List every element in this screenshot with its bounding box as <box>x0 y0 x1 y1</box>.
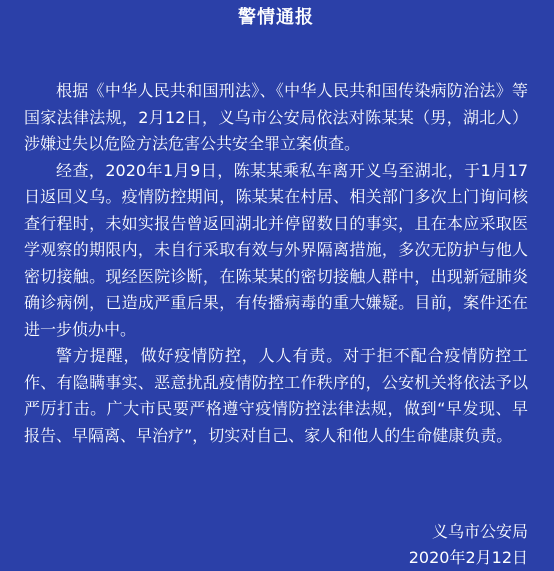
issue-date: 2020年2月12日 <box>408 548 528 567</box>
notice-paragraph-2: 经查，2020年1月9日，陈某某乘私车离开义乌至湖北，于1月17日返回义乌。疫情防控期间，陈某某在村居、相关部门多次上门询问核查行程时，未如实报告曾返回湖北并停留数日的事实，且在本应采取医学观察的期限内，未自行采取有效与外界隔离措施，多次无防护与他人密切接触。现经医院诊断，在陈某某的密切接触人群中，出现新冠肺炎确诊病例，已造成严重后果，有传播病毒的重大嫌疑。目前，案件还在进一步侦办中。 <box>24 160 528 339</box>
notice-title: 警情通报 <box>238 7 314 28</box>
notice-paragraph-3: 警方提醒，做好疫情防控，人人有责。对于拒不配合疫情防控工作、有隐瞒事实、恶意扰乱疫情防控工作秩序的，公安机关将依法予以严厉打击。广大市民要严格遵守疫情防控法律法规，做到“早发现、早报告、早隔离、早治疗”，切实对自己、家人和他人的生命健康负责。 <box>24 346 528 445</box>
notice-paragraph-1: 根据《中华人民共和国刑法》、《中华人民共和国传染病防治法》等国家法律法规，2月12日，义乌市公安局依法对陈某某（男，湖北人）涉嫌过失以危险方法危害公共安全罪立案侦查。 <box>24 81 528 153</box>
notice-signature <box>409 519 528 571</box>
issuer-name: 义乌市公安局 <box>431 522 528 541</box>
